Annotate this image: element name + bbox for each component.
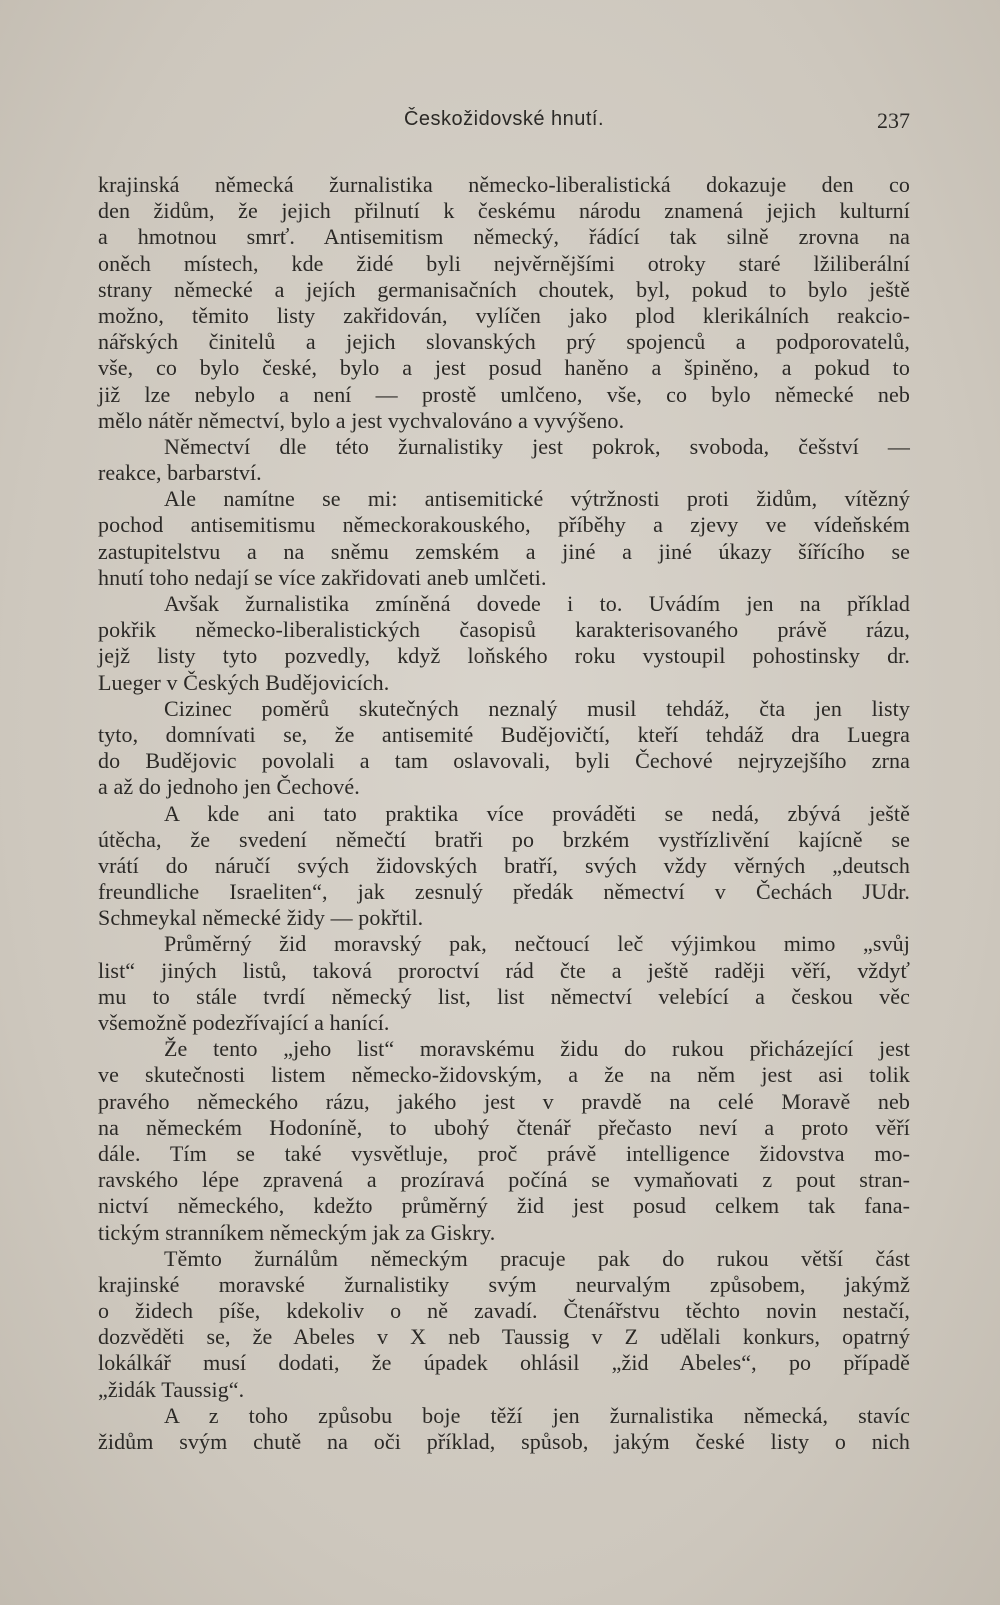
text-line: strany německé a jejích germanisačních choutek, byl, pokud to bylo ještě bbox=[98, 276, 910, 302]
text-line: Cizinec poměrů skutečných neznalý musil tehdáž, čta jen listy bbox=[164, 695, 910, 721]
text-line: pravého německého rázu, jakého jest v pravdě na celé Moravě neb bbox=[98, 1088, 910, 1114]
text-line: nictví německého, kdežto průměrný žid jest posud celkem tak fana- bbox=[98, 1193, 910, 1219]
text-line: ve skutečnosti listem německo-židovským, a že na něm jest asi tolik bbox=[98, 1062, 910, 1088]
text-line: Lueger v Českých Budějovicích. bbox=[98, 669, 390, 695]
text-line: možno, těmito listy zakřidován, vylíčen jako plod klerikálních reakcio- bbox=[98, 302, 910, 328]
text-line: pochod antisemitismu německorakouského, příběhy a zjevy ve vídeňském bbox=[98, 512, 910, 538]
page-number: 237 bbox=[877, 108, 910, 133]
text-line: Avšak žurnalistika zmíněná dovede i to. Uvádím jen na příklad bbox=[164, 591, 910, 616]
text-line: lokálkář musí dodati, že úpadek ohlásil „žid Abeles“, po případě bbox=[98, 1350, 910, 1376]
text-line: oněch místech, kde židé byli nejvěrnějšími otroky staré lžiliberální bbox=[98, 250, 910, 276]
text-line: židům svým chutě na oči příklad, spůsob, jakým české listy o nich bbox=[98, 1429, 910, 1454]
text-line: tickým stranníkem německým jak za Giskry. bbox=[98, 1219, 496, 1245]
text-line: o židech píše, kdekoliv o ně zavadí. Čtenářstvu těchto novin nestačí, bbox=[98, 1298, 910, 1324]
page-header bbox=[98, 108, 910, 138]
text-line: ravského lépe zpravená a prozíravá počíná se vymaňovati z pout stran- bbox=[98, 1167, 910, 1193]
text-line: „židák Taussig“. bbox=[98, 1376, 245, 1402]
text-line: zastupitelstvu a na sněmu zemském a jiné a jiné úkazy šířícího se bbox=[98, 538, 910, 564]
text-line: nářských činitelů a jejich slovanských prý spojenců a podporovatelů, bbox=[98, 329, 910, 355]
text-line: Schmeykal německé židy — pokřtil. bbox=[98, 905, 424, 931]
text-line: již lze nebylo a není — prostě umlčeno, vše, co bylo německé neb bbox=[98, 381, 910, 407]
text-line: jejž listy tyto pozvedly, když loňského roku vystoupil pohostinsky dr. bbox=[98, 643, 910, 669]
text-line: mu to stále tvrdí německý list, list němectví velebící a českou věc bbox=[98, 983, 910, 1009]
text-line: vrátí do náručí svých židovských bratří, svých vždy věrných „deutsch bbox=[98, 852, 910, 878]
body-text bbox=[98, 172, 910, 1455]
text-line: do Budějovic povolali a tam oslavovali, byli Čechové nejryzejšího zrna bbox=[98, 748, 910, 774]
text-line: útěcha, že svedení němečtí bratři po brzkém vystřízlivění kajícně se bbox=[98, 826, 910, 852]
text-line: A kde ani tato praktika více prováděti se nedá, zbývá ještě bbox=[164, 800, 910, 826]
text-line: Ale namítne se mi: antisemitické výtržnosti proti židům, vítězný bbox=[164, 486, 910, 512]
text-line: A z toho způsobu boje těží jen žurnalistika německá, stavíc bbox=[164, 1402, 910, 1428]
text-line: tyto, domnívati se, že antisemité Budějovičtí, kteří tehdáž dra Luegra bbox=[98, 721, 910, 747]
text-line: všemožně podezřívající a hanící. bbox=[98, 1010, 390, 1035]
text-line: na německém Hodoníně, to ubohý čtenář přečasto neví a proto věří bbox=[98, 1114, 910, 1140]
text-line: den židům, že jejich přilnutí k českému národu znamená jejich kulturní bbox=[98, 198, 910, 224]
text-line: freundliche Israeliten“, jak zesnulý předák němectví v Čechách JUdr. bbox=[98, 879, 910, 905]
text-line: reakce, barbarství. bbox=[98, 460, 262, 486]
text-line: vše, co bylo české, bylo a jest posud haněno a špiněno, a pokud to bbox=[98, 355, 910, 381]
text-line: a hmotnou smrť. Antisemitism německý, řádící tak silně zrovna na bbox=[98, 224, 910, 250]
text-line: list“ jiných listů, taková proroctví rád čte a ještě raději věří, vždyť bbox=[98, 957, 910, 983]
text-line: Němectví dle této žurnalistiky jest pokrok, svoboda, češství — bbox=[164, 433, 910, 459]
text-line: krajinské moravské žurnalistiky svým neurvalým způsobem, jakýmž bbox=[98, 1271, 910, 1297]
text-line: Že tento „jeho list“ moravskému židu do rukou přicházející jest bbox=[164, 1036, 910, 1062]
text-line: Těmto žurnálům německým pracuje pak do rukou větší část bbox=[164, 1245, 910, 1271]
text-line: dále. Tím se také vysvětluje, proč právě intelligence židovstva mo- bbox=[98, 1140, 910, 1166]
text-line: mělo nátěr němectví, bylo a jest vychvalováno a vyvýšeno. bbox=[98, 407, 625, 433]
text-line: Průměrný žid moravský pak, nečtoucí leč výjimkou mimo „svůj bbox=[164, 931, 910, 957]
text-line: dozvěděti se, že Abeles v X neb Taussig v Z udělali konkurs, opatrný bbox=[98, 1324, 910, 1350]
text-line: pokřik německo-liberalistických časopisů karakterisovaného právě rázu, bbox=[98, 617, 910, 643]
text-line: hnutí toho nedají se více zakřidovati aneb umlčeti. bbox=[98, 564, 547, 590]
running-title: Českožidovské hnutí. bbox=[403, 108, 605, 130]
text-line: a až do jednoho jen Čechové. bbox=[98, 774, 360, 800]
text-line: krajinská německá žurnalistika německo-liberalistická dokazuje den co bbox=[98, 172, 910, 197]
